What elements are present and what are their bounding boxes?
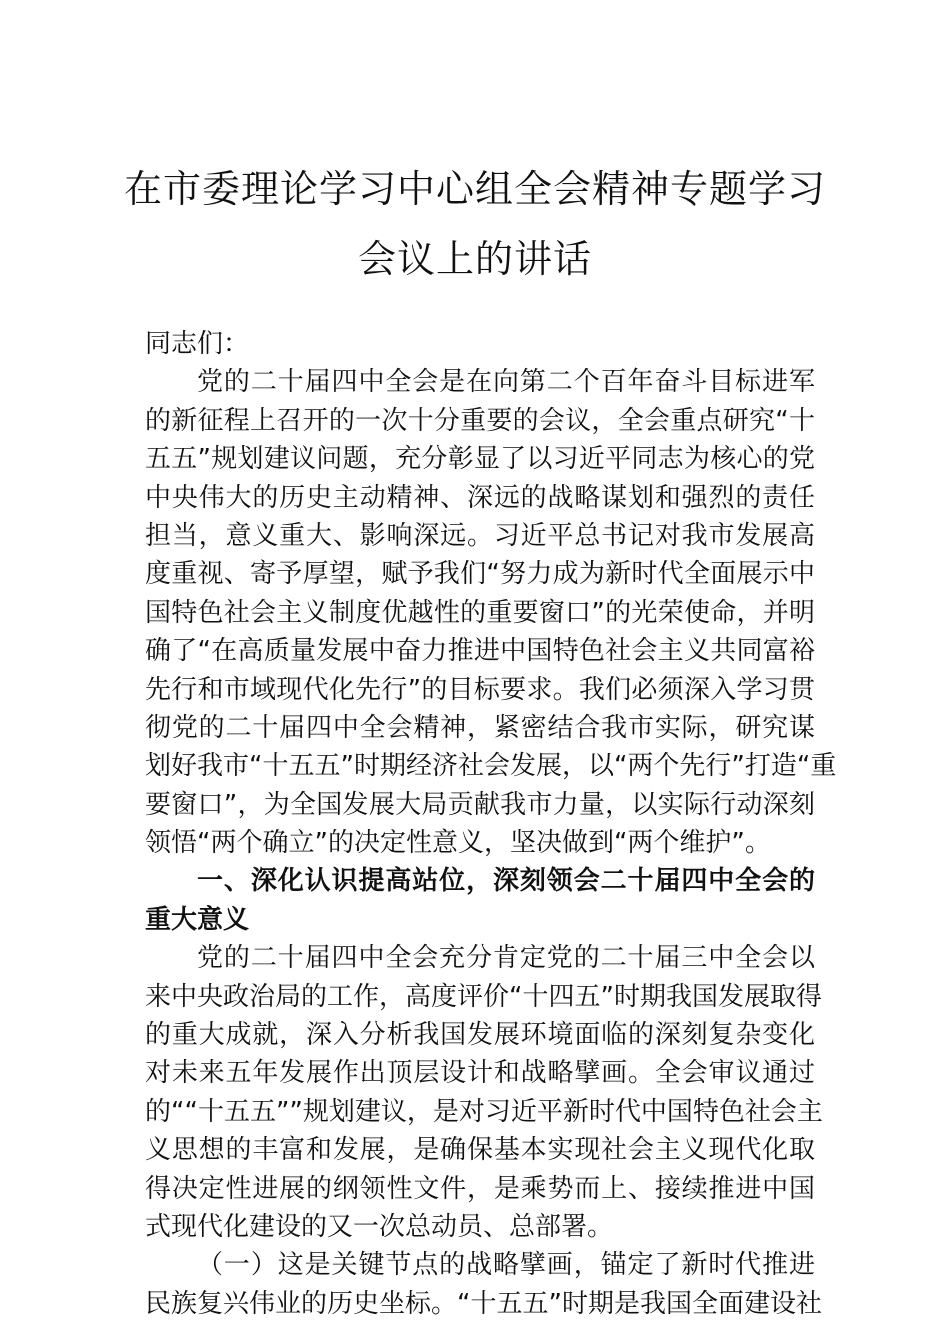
heading-line: 一、深化认识提高站位，深刻领会二十届四中全会的 [197,866,815,897]
heading-line: 重大意义 [145,904,250,935]
paragraph-line: 领悟“两个确立”的决定性意义，坚决做到“两个维护”。 [145,828,771,859]
document-body [145,325,837,1323]
paragraph-line: 来中央政治局的工作，高度评价“十四五”时期我国发展取得 [145,981,822,1012]
section-heading-1 [145,862,815,939]
paragraph-line: 五五”规划建议问题，充分彰显了以习近平同志为核心的党 [145,444,815,475]
paragraph-line: 要窗口”，为全国发展大局贡献我市力量，以实际行动深刻 [145,789,815,820]
paragraph-line: 义思想的丰富和发展，是确保基本实现社会主义现代化取 [145,1135,815,1166]
paragraph-line: 得决定性进展的纲领性文件，是乘势而上、接续推进中国 [145,1173,815,1204]
paragraph-1 [145,363,837,862]
document-title-line-2: 会议上的讲话 [357,237,592,281]
paragraph-line: 度重视、寄予厚望，赋予我们“努力成为新时代全面展示中 [145,559,815,590]
paragraph-line: 的重大成就，深入分析我国发展环境面临的深刻复杂变化 [145,1020,815,1051]
paragraph-line: 的““十五五””规划建议，是对习近平新时代中国特色社会主 [145,1096,823,1127]
paragraph-line: （一）这是关键节点的战略擘画，锚定了新时代推进 [197,1250,815,1281]
paragraph-line: 民族复兴伟业的历史坐标。“十五五”时期是我国全面建设社 [145,1288,822,1319]
paragraph-line: 国特色社会主义制度优越性的重要窗口”的光荣使命，并明 [145,597,815,628]
paragraph-line: 对未来五年发展作出顶层设计和战略擘画。全会审议通过 [145,1058,815,1089]
paragraph-line: 的新征程上召开的一次十分重要的会议，全会重点研究“十 [145,405,815,436]
paragraph-line: 党的二十届四中全会是在向第二个百年奋斗目标进军 [197,367,815,398]
paragraph-line: 彻党的二十届四中全会精神，紧密结合我市实际，研究谋 [145,712,815,743]
document-title-line-1: 在市委理论学习中心组全会精神专题学习 [123,167,826,211]
paragraph-line: 先行和市域现代化先行”的目标要求。我们必须深入学习贯 [145,674,815,705]
paragraph-line: 式现代化建设的又一次总动员、总部署。 [145,1211,614,1242]
paragraph-line: 划好我市“十五五”时期经济社会发展，以“两个先行”打造“重 [145,751,837,782]
paragraph-2 [145,939,823,1246]
paragraph-3 [145,1246,822,1323]
salutation: 同志们： [145,329,250,359]
paragraph-line: 中央伟大的历史主动精神、深远的战略谋划和强烈的责任 [145,482,815,513]
paragraph-line: 确了“在高质量发展中奋力推进中国特色社会主义共同富裕 [145,636,815,667]
paragraph-line: 党的二十届四中全会充分肯定党的二十届三中全会以 [197,943,815,974]
paragraph-line: 担当，意义重大、影响深远。习近平总书记对我市发展高 [145,520,815,551]
